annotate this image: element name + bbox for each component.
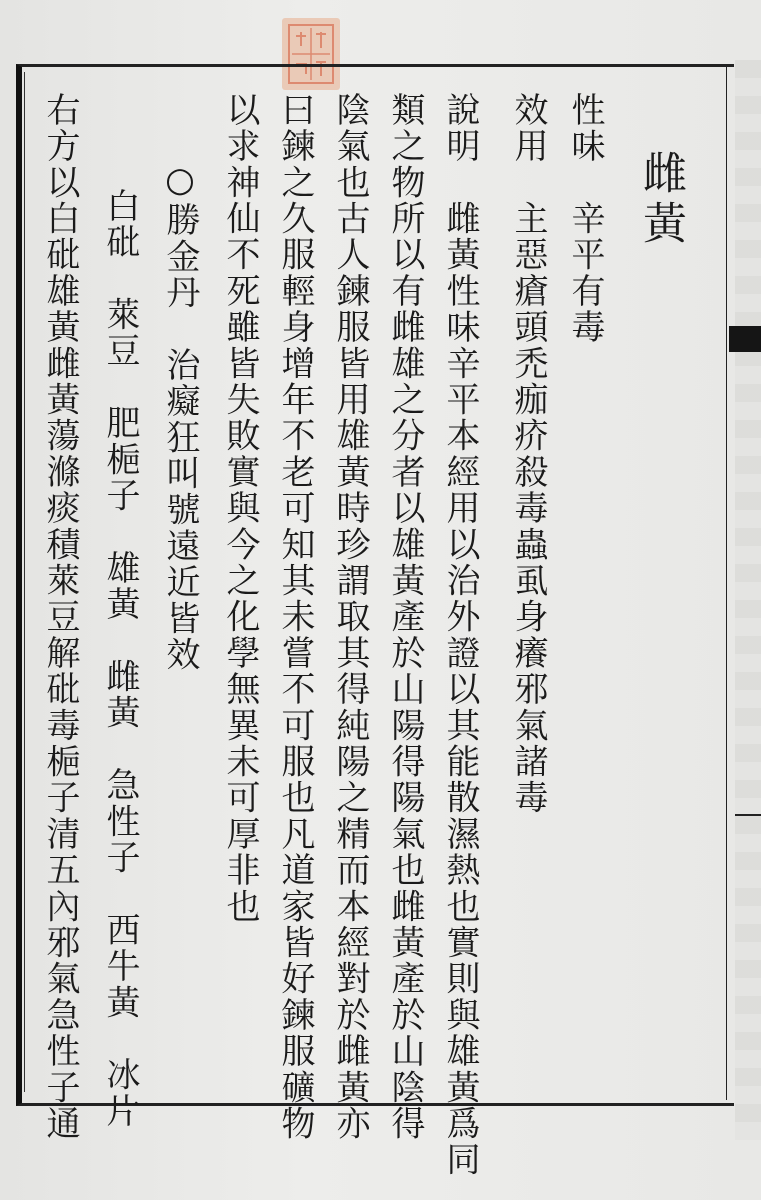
text-column-2: 效用 主惡瘡頭禿痂疥殺毒蟲虱身癢邪氣諸毒 <box>508 92 548 816</box>
right-rule <box>735 814 761 816</box>
text-column-10: 右方以白砒雄黃雌黃蕩滌痰積萊豆解砒毒梔子清五內邪氣急性子通 <box>40 92 80 1142</box>
page-title: 雌黃 <box>635 150 686 250</box>
text-column-4: 類之物所以有雌雄之分者以雄黃產於山陽得陽氣也雌黃產於山陰得 <box>385 92 425 1142</box>
prescription-title: ○勝金丹 治癡狂叫號遠近皆效 <box>160 160 200 673</box>
text-column-7: 以求神仙不死雖皆失敗實與今之化學無異未可厚非也 <box>220 92 260 925</box>
text-column-1: 性味 辛平有毒 <box>565 92 605 346</box>
text-column-6: 曰鍊之久服輕身增年不老可知其未嘗不可服也凡道家皆好鍊服礦物 <box>275 92 315 1142</box>
fold-marker <box>729 326 761 352</box>
text-column-3: 說明 雌黃性味辛平本經用以治外證以其能散濕熱也實則與雄黃爲同 <box>440 92 480 1178</box>
text-column-5: 陰氣也古人鍊服皆用雄黃時珍謂取其得純陽之精而本經對於雌黃亦 <box>330 92 370 1142</box>
right-border-line <box>726 66 727 1100</box>
bleed-through-strip <box>735 60 761 1140</box>
ingredient-list: 白砒 萊豆 肥梔子 雄黃 雌黃 急性子 西牛黃 冰片 <box>100 188 140 1130</box>
